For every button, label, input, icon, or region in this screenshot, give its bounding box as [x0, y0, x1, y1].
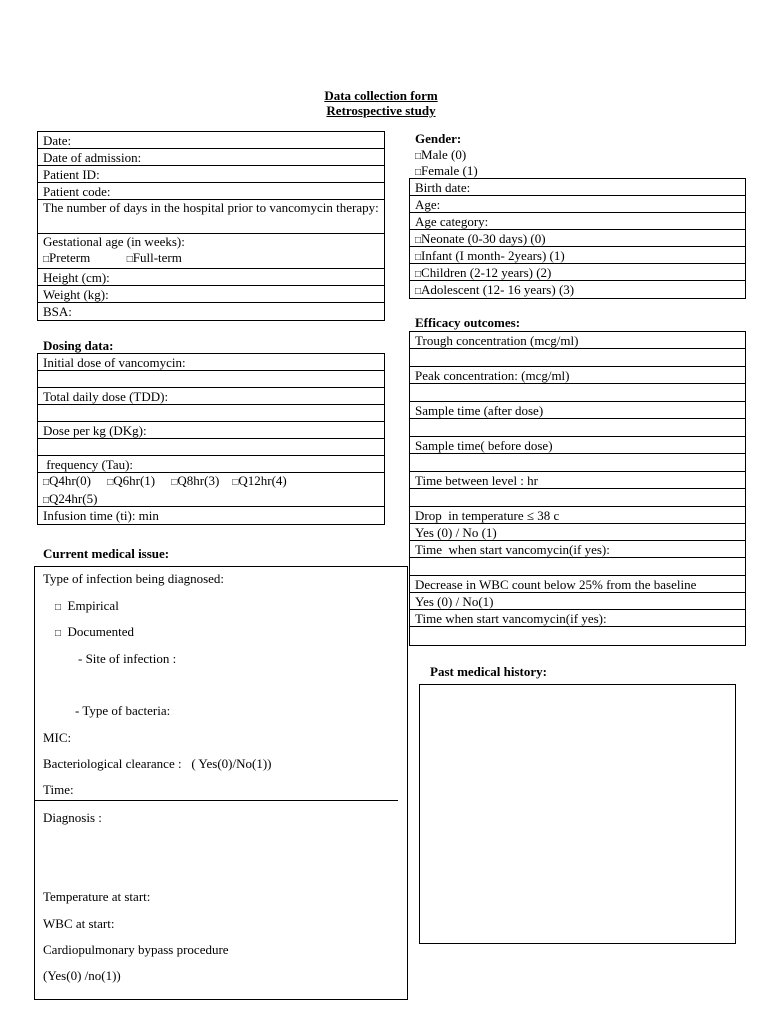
time-start-1-field[interactable]	[410, 558, 745, 576]
yes-no-wbc-label: Yes (0) / No(1)	[415, 594, 494, 609]
q6-label: Q6hr(1)	[113, 473, 156, 488]
infant-checkbox-icon[interactable]: □	[415, 252, 422, 263]
infusion-time-field[interactable]	[38, 507, 384, 524]
q24-checkbox-icon[interactable]: □	[43, 495, 50, 506]
form-subtitle: Retrospective study	[326, 103, 436, 118]
temperature-label: Temperature at start:	[43, 889, 151, 904]
infection-type-label: Type of infection being diagnosed:	[43, 571, 225, 586]
yes-no-temp-label: Yes (0) / No (1)	[415, 525, 497, 540]
time-between-label: Time between level : hr	[415, 473, 538, 488]
past-history-box[interactable]	[419, 684, 736, 944]
diagnosis-label: Diagnosis :	[43, 810, 102, 825]
age-label: Age:	[415, 197, 441, 212]
neonate-checkbox-icon[interactable]: □	[415, 235, 422, 246]
frequency-label-row	[38, 456, 384, 473]
adolescent-label: Adolescent (12- 16 years) (3)	[421, 282, 575, 297]
efficacy-table	[409, 331, 746, 646]
age-category-field	[410, 213, 745, 230]
male-checkbox-icon[interactable]: □	[415, 151, 422, 162]
yes-no-wbc-field[interactable]	[410, 593, 745, 610]
dosing-table	[37, 353, 385, 525]
q6-checkbox-icon[interactable]: □	[107, 477, 114, 488]
days-prior-field[interactable]	[38, 200, 384, 234]
q24-label: Q24hr(5)	[49, 491, 98, 506]
yes-no-temp-field[interactable]	[410, 524, 745, 541]
bsa-field[interactable]	[38, 303, 384, 320]
date-label: Date:	[43, 133, 72, 148]
q12-label: Q12hr(4)	[238, 473, 287, 488]
gestational-age-label: Gestational age (in weeks):	[43, 234, 185, 249]
patient-code-label: Patient code:	[43, 184, 111, 199]
sample-after-field[interactable]	[410, 419, 745, 437]
time-between-field[interactable]	[410, 489, 745, 507]
time-start-2-field[interactable]	[410, 627, 745, 645]
dkg-field[interactable]	[38, 439, 384, 456]
drop-temp-label: Drop in temperature ≤ 38 c	[415, 508, 560, 523]
birth-date-field[interactable]	[410, 179, 745, 196]
empirical-label: Empirical	[67, 598, 119, 613]
initial-dose-label: Initial dose of vancomycin:	[43, 355, 186, 370]
days-prior-label: The number of days in the hospital prior to vancomycin therapy:	[43, 200, 379, 215]
decrease-wbc-label-row	[410, 576, 745, 593]
empirical-option[interactable]	[55, 598, 119, 614]
female-checkbox-icon[interactable]: □	[415, 167, 422, 178]
patient-id-label: Patient ID:	[43, 167, 100, 182]
time-between-label-row	[410, 472, 745, 489]
male-label: Male (0)	[421, 147, 467, 162]
dkg-label-row	[38, 422, 384, 439]
tdd-label: Total daily dose (TDD):	[43, 389, 169, 404]
trough-field[interactable]	[410, 349, 745, 367]
female-option[interactable]	[415, 163, 478, 179]
age-table	[409, 178, 746, 299]
wbc-label: WBC at start:	[43, 916, 115, 931]
male-option[interactable]	[415, 147, 466, 163]
height-field[interactable]	[38, 269, 384, 286]
time-label: Time:	[43, 782, 74, 797]
dkg-label: Dose per kg (DKg):	[43, 423, 147, 438]
efficacy-heading: Efficacy outcomes:	[415, 315, 521, 330]
form-title: Data collection form	[324, 88, 438, 103]
admission-date-label: Date of admission:	[43, 150, 142, 165]
q4-label: Q4hr(0)	[49, 473, 91, 488]
drop-temp-label-row	[410, 507, 745, 524]
frequency-options	[38, 473, 384, 507]
adolescent-option[interactable]	[410, 281, 745, 298]
time-start-2-label-row	[410, 610, 745, 627]
past-history-heading: Past medical history:	[430, 664, 547, 679]
tdd-field[interactable]	[38, 405, 384, 422]
time-start-1-label-row	[410, 541, 745, 558]
age-category-label: Age category:	[415, 214, 489, 229]
sample-before-field[interactable]	[410, 454, 745, 472]
peak-field[interactable]	[410, 384, 745, 402]
date-field[interactable]	[38, 132, 384, 149]
sample-after-label-row	[410, 402, 745, 419]
trough-label: Trough concentration (mcg/ml)	[415, 333, 579, 348]
q12-checkbox-icon[interactable]: □	[232, 477, 239, 488]
q8-checkbox-icon[interactable]: □	[171, 477, 178, 488]
peak-label-row	[410, 367, 745, 384]
adolescent-checkbox-icon[interactable]: □	[415, 286, 422, 297]
empirical-checkbox-icon[interactable]: □	[55, 602, 62, 613]
site-of-infection-label: - Site of infection :	[78, 651, 177, 666]
preterm-label: Preterm	[49, 250, 91, 265]
height-label: Height (cm):	[43, 270, 110, 285]
infant-label: Infant (I month- 2years) (1)	[421, 248, 565, 263]
decrease-wbc-label: Decrease in WBC count below 25% from the baseline	[415, 577, 697, 592]
time-start-2-label: Time when start vancomycin(if yes):	[415, 611, 607, 626]
gestational-age-field[interactable]	[38, 234, 384, 269]
fullterm-checkbox-icon[interactable]: □	[126, 254, 133, 265]
neonate-option[interactable]	[410, 230, 745, 247]
time-start-1-label: Time when start vancomycin(if yes):	[415, 542, 610, 557]
patient-code-field[interactable]	[38, 183, 384, 200]
dosing-heading: Dosing data:	[43, 338, 114, 353]
peak-label: Peak concentration: (mcg/ml)	[415, 368, 570, 383]
bsa-label: BSA:	[43, 304, 72, 319]
admission-date-field[interactable]	[38, 149, 384, 166]
infant-option[interactable]	[410, 247, 745, 264]
female-label: Female (1)	[421, 163, 478, 178]
q4-checkbox-icon[interactable]: □	[43, 477, 50, 488]
bypass-yes-no-label: (Yes(0) /no(1))	[43, 968, 121, 983]
tdd-label-row	[38, 388, 384, 405]
medical-issue-box	[34, 566, 408, 1000]
bacteria-type-label: - Type of bacteria:	[75, 703, 171, 718]
clearance-label: Bacteriological clearance : ( Yes(0)/No(1))	[43, 756, 272, 771]
trough-label-row	[410, 332, 745, 349]
sample-before-label-row	[410, 437, 745, 454]
neonate-label: Neonate (0-30 days) (0)	[421, 231, 546, 246]
documented-label: Documented	[67, 624, 134, 639]
preterm-checkbox-icon[interactable]: □	[43, 254, 50, 265]
frequency-label: frequency (Tau):	[43, 457, 134, 472]
children-label: Children (2-12 years) (2)	[421, 265, 552, 280]
fullterm-label: Full-term	[132, 250, 182, 265]
gender-heading: Gender:	[415, 131, 462, 146]
mic-label: MIC:	[43, 730, 72, 745]
initial-dose-label-row	[38, 354, 384, 371]
weight-label: Weight (kg):	[43, 287, 109, 302]
patient-id-field[interactable]	[38, 166, 384, 183]
initial-dose-field[interactable]	[38, 371, 384, 388]
documented-option[interactable]	[55, 624, 134, 640]
infusion-time-label: Infusion time (ti): min	[43, 508, 159, 523]
patient-info-table	[37, 131, 385, 321]
sample-before-label: Sample time( before dose)	[415, 438, 553, 453]
weight-field[interactable]	[38, 286, 384, 303]
documented-checkbox-icon[interactable]: □	[55, 628, 62, 639]
time-divider	[35, 800, 398, 801]
bypass-label: Cardiopulmonary bypass procedure	[43, 942, 229, 957]
age-field[interactable]	[410, 196, 745, 213]
medical-issue-heading: Current medical issue:	[43, 546, 170, 561]
sample-after-label: Sample time (after dose)	[415, 403, 544, 418]
children-option[interactable]	[410, 264, 745, 281]
birth-date-label: Birth date:	[415, 180, 471, 195]
q8-label: Q8hr(3)	[177, 473, 220, 488]
children-checkbox-icon[interactable]: □	[415, 269, 422, 280]
